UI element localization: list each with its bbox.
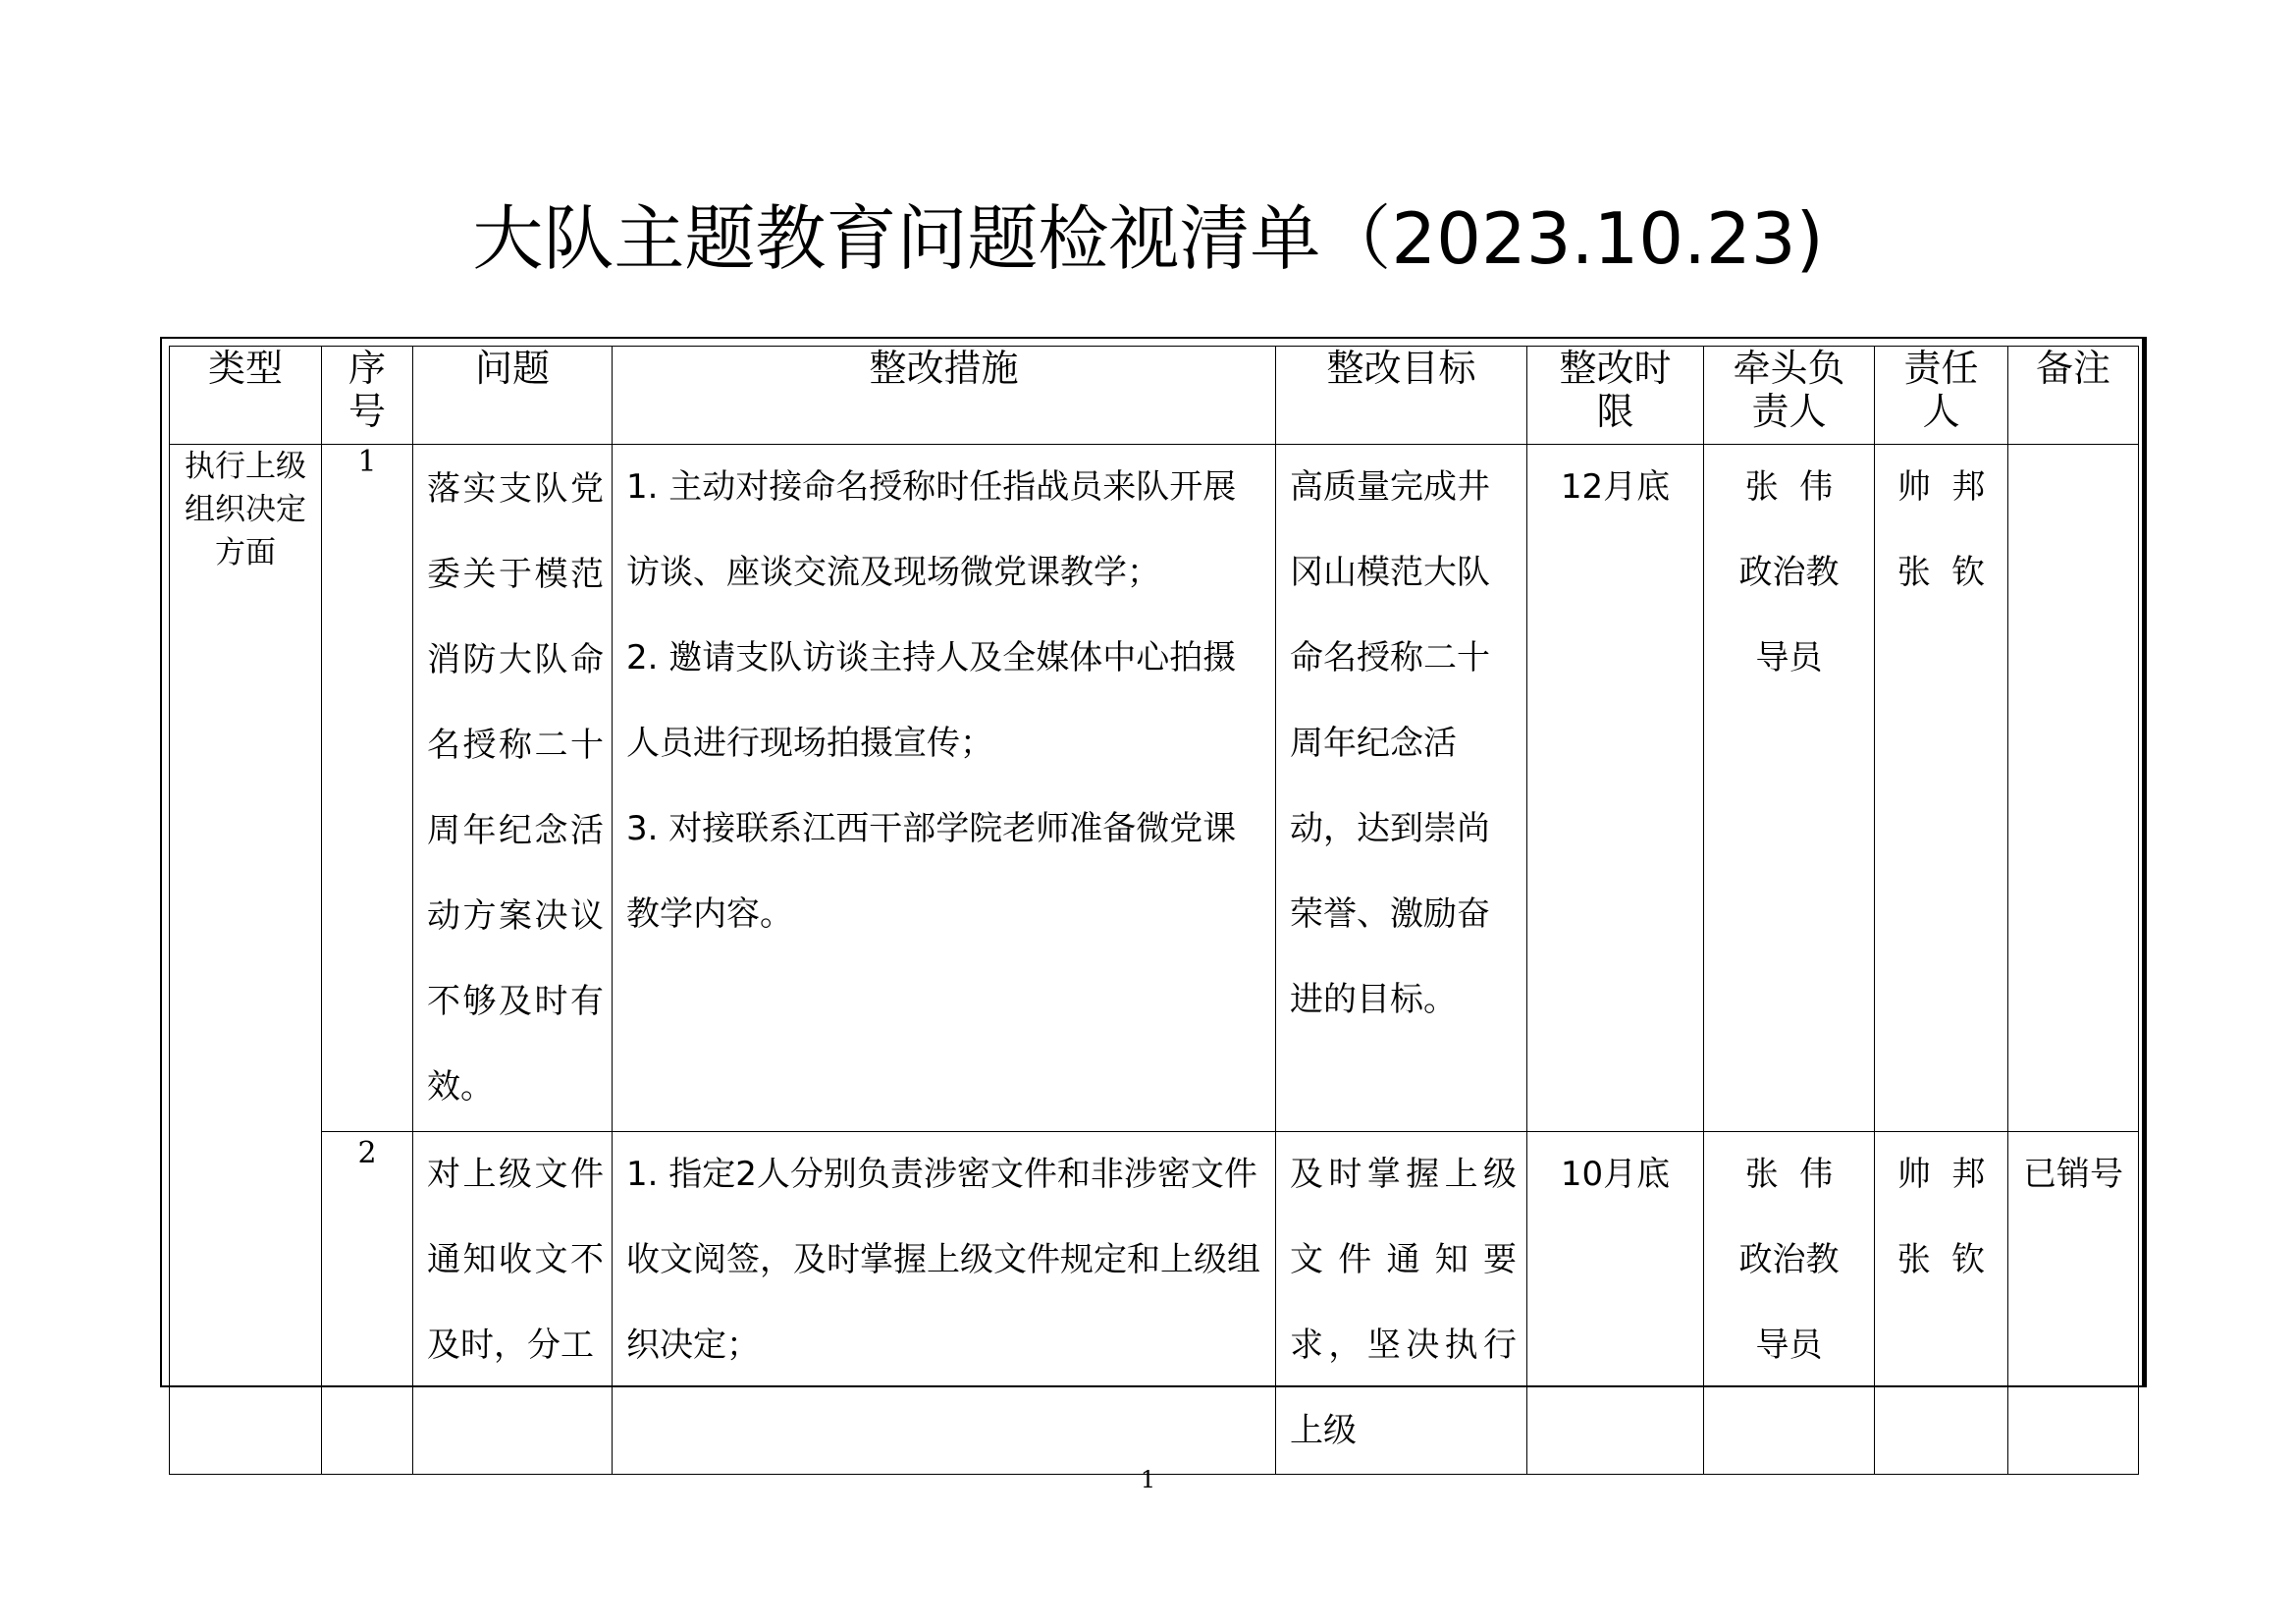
header-goal: 整改目标	[1276, 347, 1527, 445]
row-2-deadline: 10月底	[1527, 1132, 1704, 1475]
row-2-lead	[1704, 1132, 1875, 1475]
header-measures: 整改措施	[613, 347, 1276, 445]
row-1-measures	[613, 445, 1276, 1132]
row-1-measure-2: 2. 邀请支队访谈主持人及全媒体中心拍摄人员进行现场拍摄宣传；	[626, 638, 1237, 763]
row-1-problem	[413, 445, 613, 1132]
row-2-seq-text: 2	[357, 1136, 377, 1170]
header-deadline	[1527, 347, 1704, 445]
header-problem: 问题	[413, 347, 613, 445]
inspection-table	[169, 346, 2139, 1475]
category-text: 执行上级组织决定方面	[185, 449, 306, 570]
row-1-problem-text: 落实支队党委关于模范消防大队命名授称二十周年纪念活动方案决议不够及时有效。	[427, 469, 604, 1107]
row-1-remarks	[2008, 445, 2139, 1132]
header-responsible-text: 责任人	[1903, 347, 1979, 433]
header-seq-text: 序号	[347, 347, 386, 433]
row-2-seq	[322, 1132, 413, 1475]
row-1-measure-1: 1. 主动对接命名授称时任指战员来队开展访谈、座谈交流及现场微党课教学；	[626, 467, 1237, 592]
row-2-goal	[1276, 1132, 1527, 1475]
header-remarks: 备注	[2008, 347, 2139, 445]
header-responsible	[1875, 347, 2008, 445]
row-2-responsible-1: 帅 邦	[1896, 1155, 1986, 1194]
row-2-goal-text: 及时掌握上级文件通知要求，坚决执行上级	[1290, 1155, 1517, 1450]
header-type: 类型	[170, 347, 322, 445]
row-2-remarks: 已销号	[2008, 1132, 2139, 1475]
table-header-row	[170, 347, 2139, 445]
row-1-lead-name: 张 伟	[1744, 467, 1834, 507]
row-2-measures	[613, 1132, 1276, 1475]
row-2-problem	[413, 1132, 613, 1475]
row-1-responsible-1: 帅 邦	[1896, 467, 1986, 507]
category-cell	[170, 445, 322, 1475]
page-title: 大队主题教育问题检视清单（2023.10.23)	[472, 197, 1824, 280]
page-number: 1	[1140, 1466, 1156, 1493]
row-1-deadline: 12月底	[1527, 445, 1704, 1132]
row-1-responsible-2: 张 钦	[1896, 553, 1986, 592]
row-2-lead-name: 张 伟	[1744, 1155, 1834, 1194]
row-1-lead-title: 政治教导员	[1738, 553, 1840, 677]
row-1-lead	[1704, 445, 1875, 1132]
row-2-lead-title: 政治教导员	[1738, 1240, 1840, 1365]
row-2-measure-1: 1. 指定2人分别负责涉密文件和非涉密文件收文阅签，及时掌握上级文件规定和上级组织决定；	[626, 1155, 1260, 1365]
table-row	[170, 445, 2139, 1132]
table-row	[170, 1132, 2139, 1475]
row-1-responsible	[1875, 445, 2008, 1132]
header-seq	[322, 347, 413, 445]
header-deadline-text: 整改时限	[1559, 347, 1672, 433]
row-2-responsible-2: 张 钦	[1896, 1240, 1986, 1279]
header-lead	[1704, 347, 1875, 445]
header-lead-text: 牵头负责人	[1733, 347, 1845, 433]
row-2-problem-text: 对上级文件通知收文不及时，分工	[427, 1155, 604, 1365]
row-2-responsible	[1875, 1132, 2008, 1475]
row-1-seq: 1	[322, 445, 413, 1132]
row-1-goal	[1276, 445, 1527, 1132]
row-1-measure-3: 3. 对接联系江西干部学院老师准备微党课教学内容。	[626, 809, 1237, 934]
row-1-goal-text: 高质量完成井冈山模范大队命名授称二十周年纪念活动，达到崇尚荣誉、激励奋进的目标。	[1290, 467, 1490, 1019]
